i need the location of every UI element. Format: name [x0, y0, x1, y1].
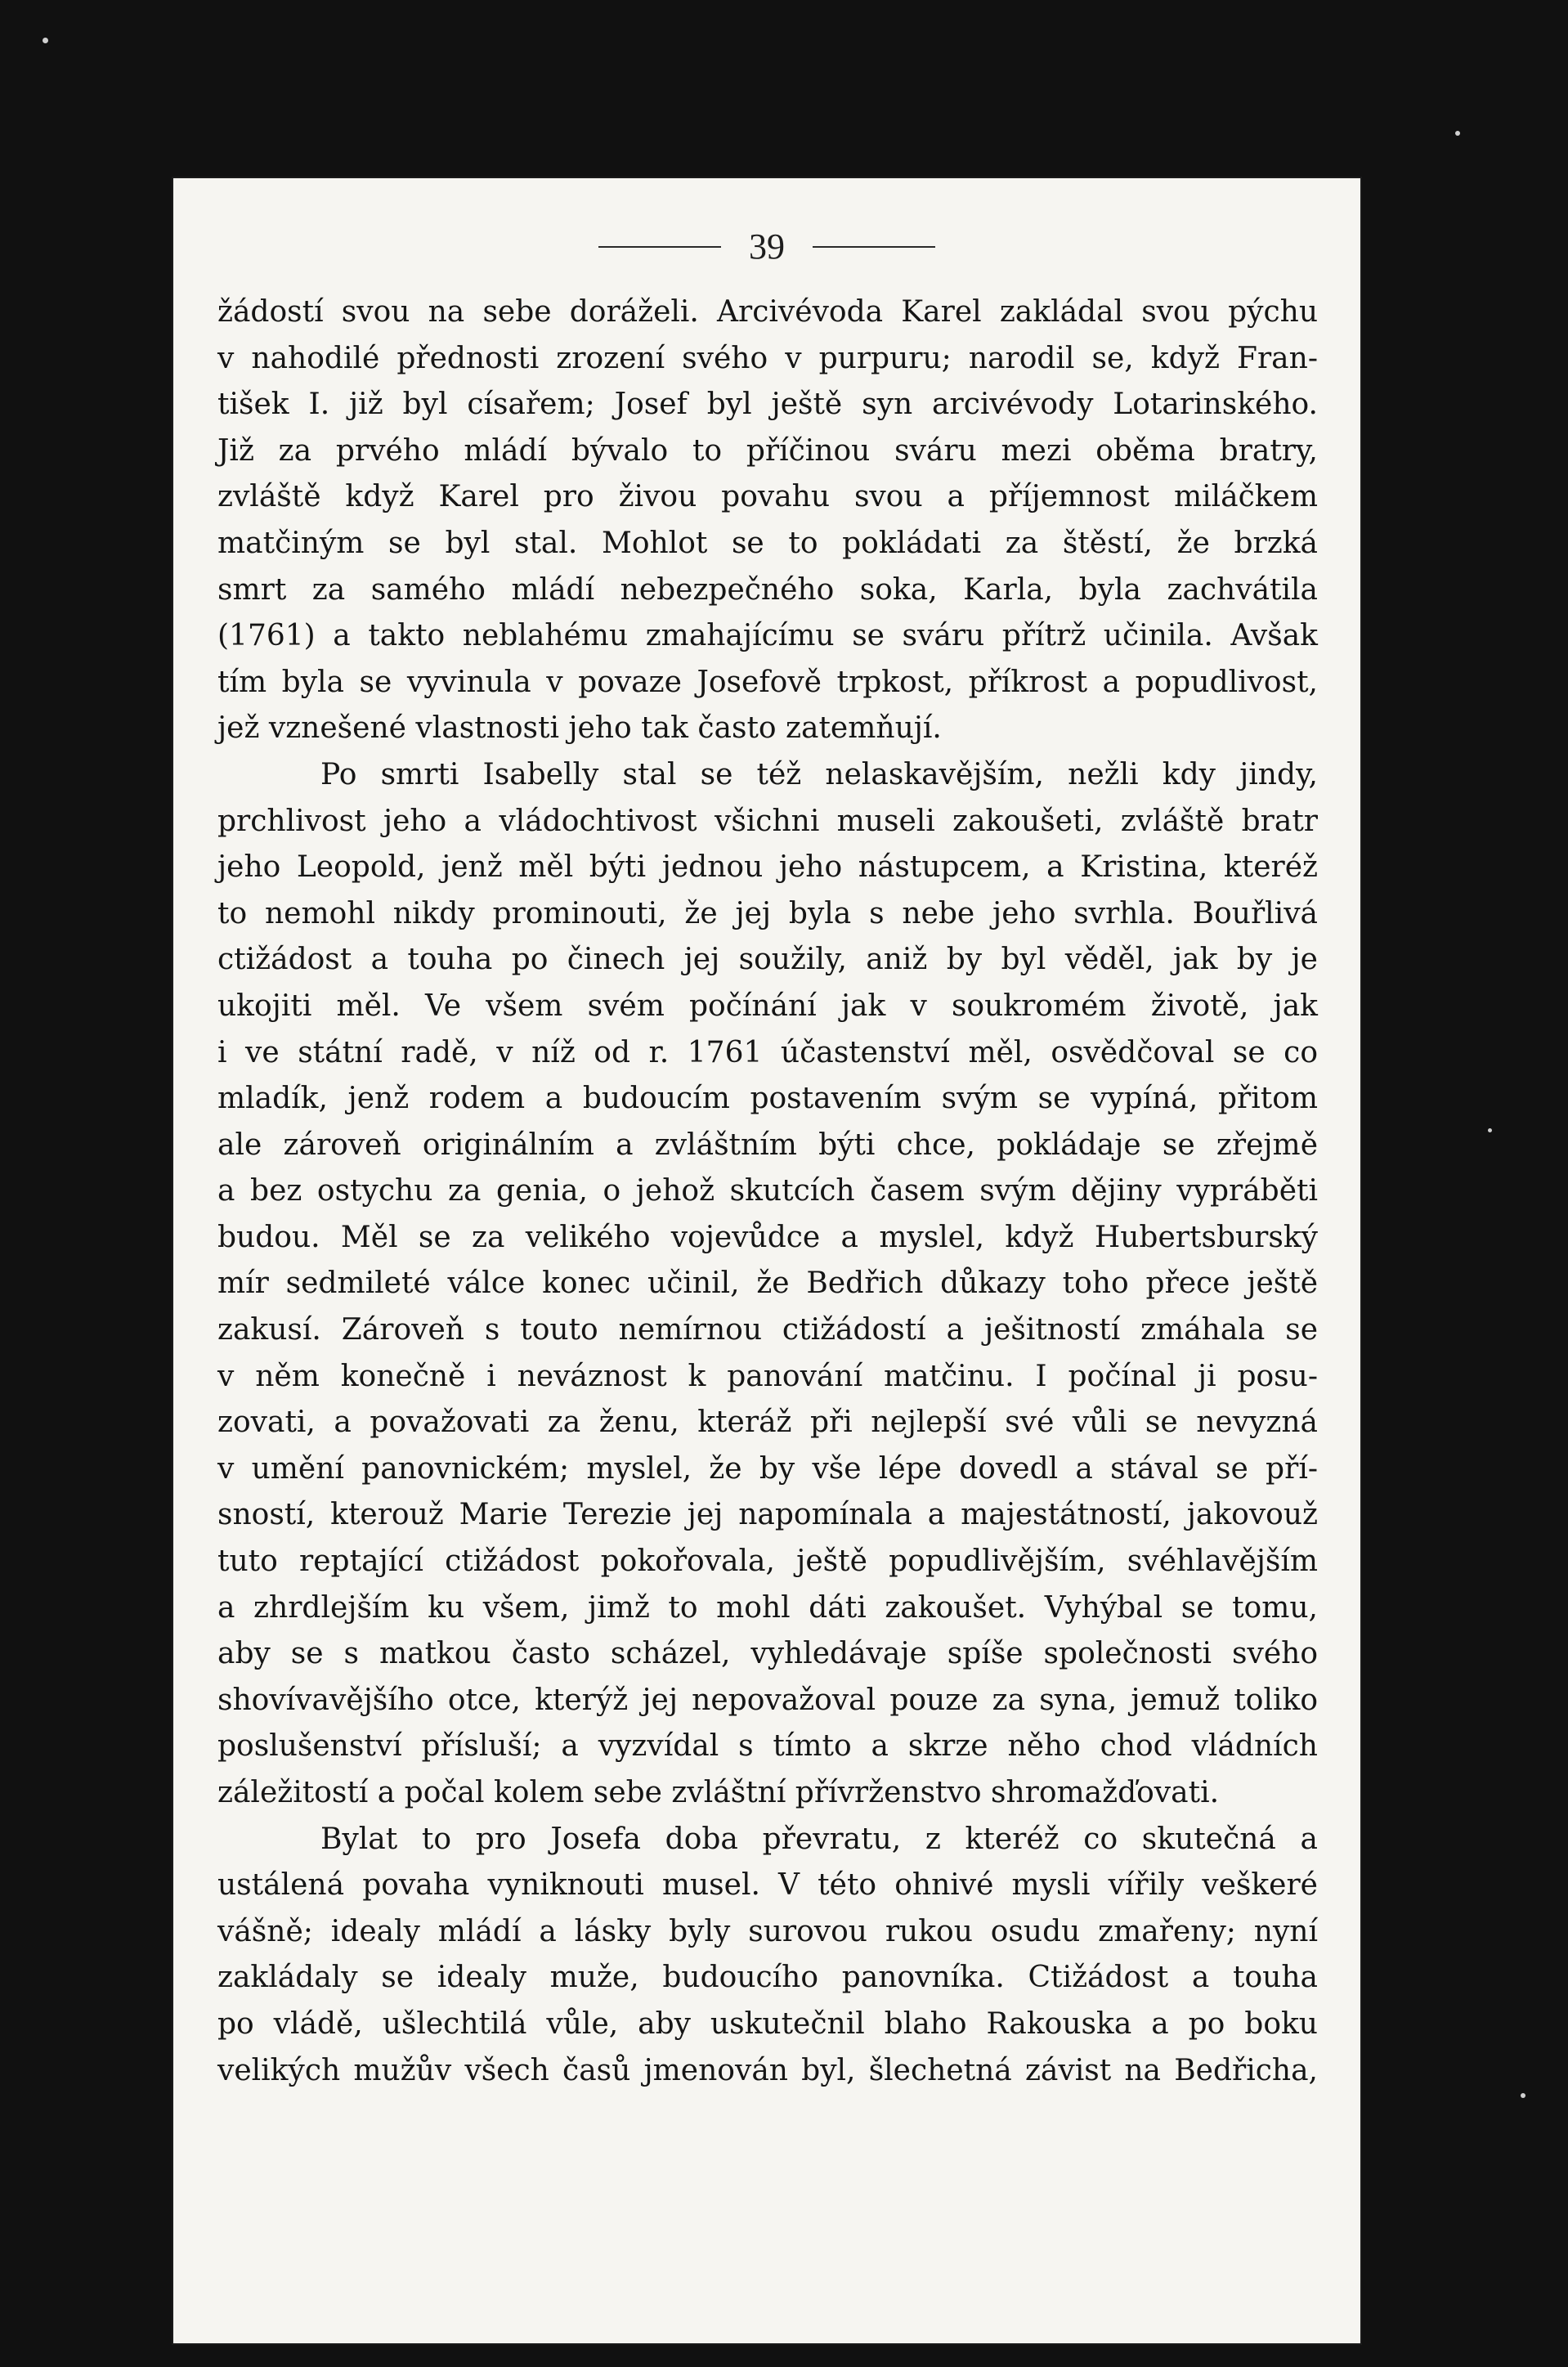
text-line: v něm konečně i neváznost k panování matčinu. I počínal ji posu-	[217, 1359, 1318, 1393]
text-line: shovívavějšího otce, kterýž jej nepovažoval pouze za syna, jemuž toliko	[217, 1683, 1318, 1717]
text-line: budou. Měl se za velikého vojevůdce a myslel, když Hubertsburský	[217, 1220, 1318, 1254]
text-line: poslušenství přísluší; a vyzvídal s tímto a skrze něho chod vládních	[217, 1729, 1318, 1764]
text-line: tím byla se vyvinula v povaze Josefově trpkost, příkrost a popudlivost,	[217, 665, 1318, 699]
dust-speck	[43, 38, 48, 43]
text-line: po vládě, ušlechtilá vůle, aby uskutečnil blaho Rakouska a po boku	[217, 2006, 1318, 2041]
text-line: zvláště když Karel pro živou povahu svou a příjemnost miláčkem	[217, 480, 1318, 514]
text-line: jež vznešené vlastnosti jeho tak často zatemňují.	[217, 711, 942, 746]
page-header	[173, 222, 1360, 271]
text-line: ale zároveň originálním a zvláštním býti chce, pokládaje se zřejmě	[217, 1127, 1318, 1162]
text-line: žádostí svou na sebe doráželi. Arcivévoda Karel zakládal svou pýchu	[217, 295, 1318, 329]
text-line: zakusí. Zároveň s touto nemírnou ctižádostí a ješitností zmáhala se	[217, 1313, 1318, 1347]
dust-speck	[1521, 2093, 1525, 2098]
header-rule-left	[598, 246, 721, 248]
text-line: Již za prvého mládí bývalo to příčinou sváru mezi oběma bratry,	[217, 433, 1318, 468]
text-line: záležitostí a počal kolem sebe zvláštní přívrženstvo shromažďovati.	[217, 1776, 1220, 1809]
text-line: smrt za samého mládí nebezpečného soka, Karla, byla zachvátila	[217, 572, 1318, 607]
text-line: a zhrdlejším ku všem, jimž to mohl dáti zakoušet. Vyhýbal se tomu,	[217, 1590, 1318, 1625]
text-line: (1761) a takto neblahému zmahajícímu se sváru přítrž učinila. Avšak	[217, 619, 1318, 653]
dust-speck	[1455, 131, 1460, 136]
text-line: ustálená povaha vyniknouti musel. V této ohnivé mysli vířily veškeré	[217, 1868, 1318, 1903]
dust-speck	[1488, 1128, 1492, 1132]
header-rule-right	[813, 246, 935, 248]
text-line: Po smrti Isabelly stal se též nelaskavějším, nežli kdy jindy,	[320, 757, 1318, 791]
text-line: tišek I. již byl císařem; Josef byl ještě syn arcivévody Lotarinského.	[217, 388, 1318, 422]
text-line: Bylat to pro Josefa doba převratu, z kteréž co skutečná a	[320, 1822, 1318, 1856]
text-line: zakládaly se idealy muže, budoucího panovníka. Ctižádost a touha	[217, 1961, 1318, 1995]
text-line: ctižádost a touha po činech jej soužily, aniž by byl věděl, jak by je	[217, 943, 1318, 977]
text-line: ukojiti měl. Ve všem svém počínání jak v soukromém životě, jak	[217, 988, 1318, 1023]
text-line: v umění panovnickém; myslel, že by vše lépe dovedl a stával se pří-	[217, 1451, 1318, 1486]
text-line: vášně; idealy mládí a lásky byly surovou rukou osudu zmařeny; nyní	[217, 1914, 1318, 1948]
text-line: aby se s matkou často scházel, vyhledávaje spíše společnosti svého	[217, 1637, 1318, 1671]
book-page	[173, 178, 1360, 2343]
text-line: a bez ostychu za genia, o jehož skutcích časem svým dějiny vypráběti	[217, 1174, 1318, 1208]
page-number: 39	[749, 226, 785, 267]
body-text	[217, 289, 1318, 2094]
text-line: to nemohl nikdy prominouti, že jej byla s nebe jeho svrhla. Bouřlivá	[217, 896, 1318, 930]
text-line: tuto reptající ctižádost pokořovala, ještě popudlivějším, svéhlavějším	[217, 1544, 1318, 1579]
text-line: jeho Leopold, jenž měl býti jednou jeho nástupcem, a Kristina, kteréž	[217, 850, 1318, 885]
text-line: i ve státní radě, v níž od r. 1761 účastenství měl, osvědčoval se co	[217, 1035, 1318, 1069]
text-line: sností, kterouž Marie Terezie jej napomínala a majestátností, jakovouž	[217, 1498, 1318, 1532]
text-line: matčiným se byl stal. Mohlot se to pokládati za štěstí, že brzká	[217, 526, 1318, 560]
text-line: v nahodilé přednosti zrození svého v purpuru; narodil se, když Fran-	[217, 341, 1318, 375]
text-line: mír sedmileté válce konec učinil, že Bedřich důkazy toho přece ještě	[217, 1266, 1318, 1301]
text-line: velikých mužův všech časů jmenován byl, šlechetná závist na Bedřicha,	[217, 2053, 1318, 2087]
text-line: zovati, a považovati za ženu, kteráž při nejlepší své vůli se nevyzná	[217, 1405, 1318, 1440]
text-line: prchlivost jeho a vládochtivost všichni museli zakoušeti, zvláště bratr	[217, 804, 1318, 838]
text-line: mladík, jenž rodem a budoucím postavením svým se vypíná, přitom	[217, 1082, 1318, 1116]
